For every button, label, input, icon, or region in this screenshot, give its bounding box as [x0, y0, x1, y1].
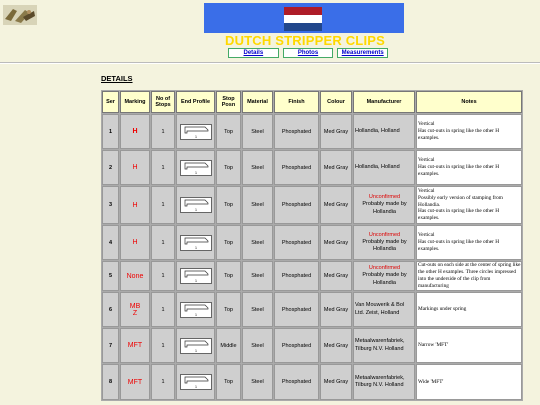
cell-manufacturer: [353, 364, 415, 400]
cell-colour: Med Gray: [320, 261, 352, 291]
table-row: [102, 261, 522, 291]
cell-manufacturer: [353, 186, 415, 224]
end-profile-icon: [181, 303, 211, 317]
cell-stops: 1: [151, 225, 175, 260]
manufacturer-line: Tilburg N.V. Holland: [355, 345, 404, 352]
cell-stops: 1: [151, 364, 175, 400]
end-profile-image[interactable]: [180, 374, 212, 390]
cell-marking: None: [120, 261, 150, 291]
col-notes: Notes: [416, 91, 522, 113]
cell-end-profile: [176, 150, 215, 185]
cell-ser: 8: [102, 364, 119, 400]
end-profile-image[interactable]: [180, 338, 212, 354]
svg-text:1: 1: [194, 347, 197, 353]
cell-material: Steel: [242, 150, 273, 185]
col-material: Material: [242, 91, 273, 113]
manufacturer-line: Hollandia: [373, 246, 396, 253]
stripper-clip-logo-icon: [3, 5, 37, 25]
cell-material: Steel: [242, 364, 273, 400]
manufacturer-line: Probably made by: [362, 272, 407, 279]
manufacturer-line: Hollandia, Holland: [355, 163, 400, 170]
cell-manufacturer: [353, 225, 415, 260]
svg-text:1: 1: [194, 207, 197, 212]
note-line: Has cut-outs in spring like the other H examples.: [418, 208, 500, 222]
manufacturer-line: Probably made by: [362, 201, 407, 208]
cell-stops: 1: [151, 328, 175, 363]
cell-notes: [416, 328, 522, 363]
note-line: Has cut-outs in spring like the other H examples.: [418, 128, 500, 141]
cell-stop-posn: Top: [216, 186, 241, 224]
note-line: Vertical: [418, 232, 435, 239]
cell-colour: Med Gray: [320, 225, 352, 260]
cell-notes: [416, 150, 522, 185]
cell-material: Steel: [242, 292, 273, 327]
horizontal-divider: [0, 62, 540, 64]
cell-end-profile: [176, 261, 215, 291]
cell-colour: Med Gray: [320, 150, 352, 185]
end-profile-icon: [181, 269, 211, 283]
page-title: DUTCH STRIPPER CLIPS: [224, 33, 385, 48]
manufacturer-line: Ltd. Zeist, Holland: [355, 309, 400, 316]
svg-text:1: 1: [194, 278, 197, 283]
cell-end-profile: [176, 114, 215, 149]
cell-notes: [416, 186, 522, 224]
end-profile-icon: [181, 161, 211, 175]
manufacturer-line: Hollandia: [373, 279, 396, 286]
manufacturer-line: Van Mouwerik & Bol: [355, 302, 405, 309]
nav-photos-link[interactable]: Photos: [283, 48, 334, 58]
end-profile-icon: [181, 125, 211, 139]
cell-manufacturer: [353, 150, 415, 185]
cell-material: Steel: [242, 225, 273, 260]
cell-end-profile: [176, 186, 215, 224]
cell-manufacturer: [353, 292, 415, 327]
cell-ser: 3: [102, 186, 119, 224]
svg-text:1: 1: [194, 133, 197, 139]
svg-text:1: 1: [194, 244, 197, 250]
manufacturer-line: Metaalwarenfabriek,: [355, 338, 405, 345]
cell-end-profile: [176, 292, 215, 327]
col-colour: Colour: [320, 91, 352, 113]
col-marking: Marking: [120, 91, 150, 113]
table-row: [102, 114, 522, 149]
cell-ser: 1: [102, 114, 119, 149]
note-line: Wide 'MFT': [418, 378, 444, 385]
cell-stop-posn: Top: [216, 225, 241, 260]
cell-material: Steel: [242, 186, 273, 224]
cell-finish: Phosphated: [274, 328, 319, 363]
cell-notes: [416, 261, 522, 291]
end-profile-image[interactable]: [180, 160, 212, 176]
cell-material: Steel: [242, 261, 273, 291]
manufacturer-line: Metaalwarenfabriek,: [355, 374, 405, 381]
manufacturer-line: Hollandia, Holland: [355, 127, 400, 134]
table-row: [102, 186, 522, 224]
table-row: [102, 150, 522, 185]
svg-text:1: 1: [194, 169, 197, 175]
cell-stop-posn: Top: [216, 114, 241, 149]
cell-finish: Phosphated: [274, 261, 319, 291]
cell-colour: Med Gray: [320, 114, 352, 149]
cell-stop-posn: Top: [216, 292, 241, 327]
table-row: [102, 225, 522, 260]
table-row: [102, 292, 522, 327]
cell-colour: Med Gray: [320, 292, 352, 327]
table-row: [102, 364, 522, 400]
end-profile-icon: [181, 375, 211, 389]
svg-text:1: 1: [194, 311, 197, 317]
cell-finish: Phosphated: [274, 364, 319, 400]
details-table: [101, 90, 523, 401]
cell-finish: Phosphated: [274, 186, 319, 224]
nav-bar: [228, 48, 388, 58]
nav-measurements-link[interactable]: Measurements: [337, 48, 388, 58]
note-line: Possibly early version of stamping from Hollandia.: [418, 194, 503, 208]
cell-material: Steel: [242, 328, 273, 363]
col-manufacturer: Manufacturer: [353, 91, 415, 113]
cell-ser: 7: [102, 328, 119, 363]
cell-manufacturer: [353, 114, 415, 149]
cell-finish: Phosphated: [274, 150, 319, 185]
cell-marking: H: [120, 186, 150, 224]
section-title: DETAILS: [101, 74, 133, 83]
manufacturer-line: Unconfirmed: [368, 194, 401, 201]
cell-stops: 1: [151, 292, 175, 327]
end-profile-image[interactable]: [180, 124, 212, 140]
cell-stop-posn: Top: [216, 150, 241, 185]
manufacturer-line: Unconfirmed: [368, 265, 401, 272]
note-line: Vertical: [418, 121, 435, 128]
col-stop-posn: Stop Posn: [216, 91, 241, 113]
col-stops: No of Stops: [151, 91, 175, 113]
cell-colour: Med Gray: [320, 186, 352, 224]
cell-end-profile: [176, 364, 215, 400]
cell-notes: [416, 364, 522, 400]
cell-notes: [416, 292, 522, 327]
cell-marking: H: [120, 114, 150, 149]
cell-finish: Phosphated: [274, 225, 319, 260]
cell-ser: 4: [102, 225, 119, 260]
cell-notes: [416, 114, 522, 149]
cell-notes: [416, 225, 522, 260]
col-finish: Finish: [274, 91, 319, 113]
end-profile-icon: [181, 198, 211, 212]
note-line: Has cut-outs in spring like the other H examples.: [418, 239, 500, 252]
end-profile-image[interactable]: [180, 302, 212, 318]
cell-ser: 5: [102, 261, 119, 291]
cell-marking: MFT: [120, 328, 150, 363]
cell-stop-posn: Top: [216, 364, 241, 400]
end-profile-image[interactable]: [180, 197, 212, 213]
cell-manufacturer: [353, 328, 415, 363]
cell-stops: 1: [151, 186, 175, 224]
end-profile-icon: [181, 236, 211, 250]
cell-finish: Phosphated: [274, 292, 319, 327]
col-ser: Ser: [102, 91, 119, 113]
manufacturer-line: Hollandia: [373, 208, 396, 215]
nav-details-link[interactable]: Details: [228, 48, 279, 58]
cell-stop-posn: Top: [216, 261, 241, 291]
note-line: Cut-outs on each side at the center of spring like the other H examples. Three circles impressed into the underside of the clip from manufacturing: [418, 262, 521, 289]
cell-ser: 2: [102, 150, 119, 185]
cell-marking: H: [120, 150, 150, 185]
note-line: Vertical: [418, 187, 435, 194]
end-profile-image[interactable]: [180, 268, 212, 284]
end-profile-image[interactable]: [180, 235, 212, 251]
site-logo[interactable]: [3, 5, 37, 25]
cell-material: Steel: [242, 114, 273, 149]
note-line: Has cut-outs in spring like the other H examples.: [418, 164, 500, 177]
cell-colour: Med Gray: [320, 328, 352, 363]
manufacturer-line: Unconfirmed: [368, 231, 401, 238]
note-line: Markings under spring: [418, 306, 467, 313]
table-row: [102, 328, 522, 363]
cell-finish: Phosphated: [274, 114, 319, 149]
header-banner: [204, 3, 404, 33]
cell-manufacturer: [353, 261, 415, 291]
end-profile-icon: [181, 339, 211, 353]
manufacturer-line: Tilburg N.V. Holland: [355, 382, 404, 388]
cell-stops: 1: [151, 150, 175, 185]
table-header-row: [102, 91, 522, 113]
cell-stops: 1: [151, 114, 175, 149]
svg-text:1: 1: [194, 384, 197, 389]
note-line: Vertical: [418, 157, 435, 164]
cell-colour: Med Gray: [320, 364, 352, 400]
note-line: Narrow 'MFT': [418, 342, 449, 349]
cell-stops: 1: [151, 261, 175, 291]
manufacturer-line: Probably made by: [362, 238, 407, 245]
cell-end-profile: [176, 225, 215, 260]
cell-marking: H: [120, 225, 150, 260]
cell-stop-posn: Middle: [216, 328, 241, 363]
netherlands-flag-icon: [284, 7, 322, 31]
col-end-profile: End Profile: [176, 91, 215, 113]
cell-ser: 6: [102, 292, 119, 327]
cell-end-profile: [176, 328, 215, 363]
cell-marking: MB Z: [120, 292, 150, 327]
cell-marking: MFT: [120, 364, 150, 400]
